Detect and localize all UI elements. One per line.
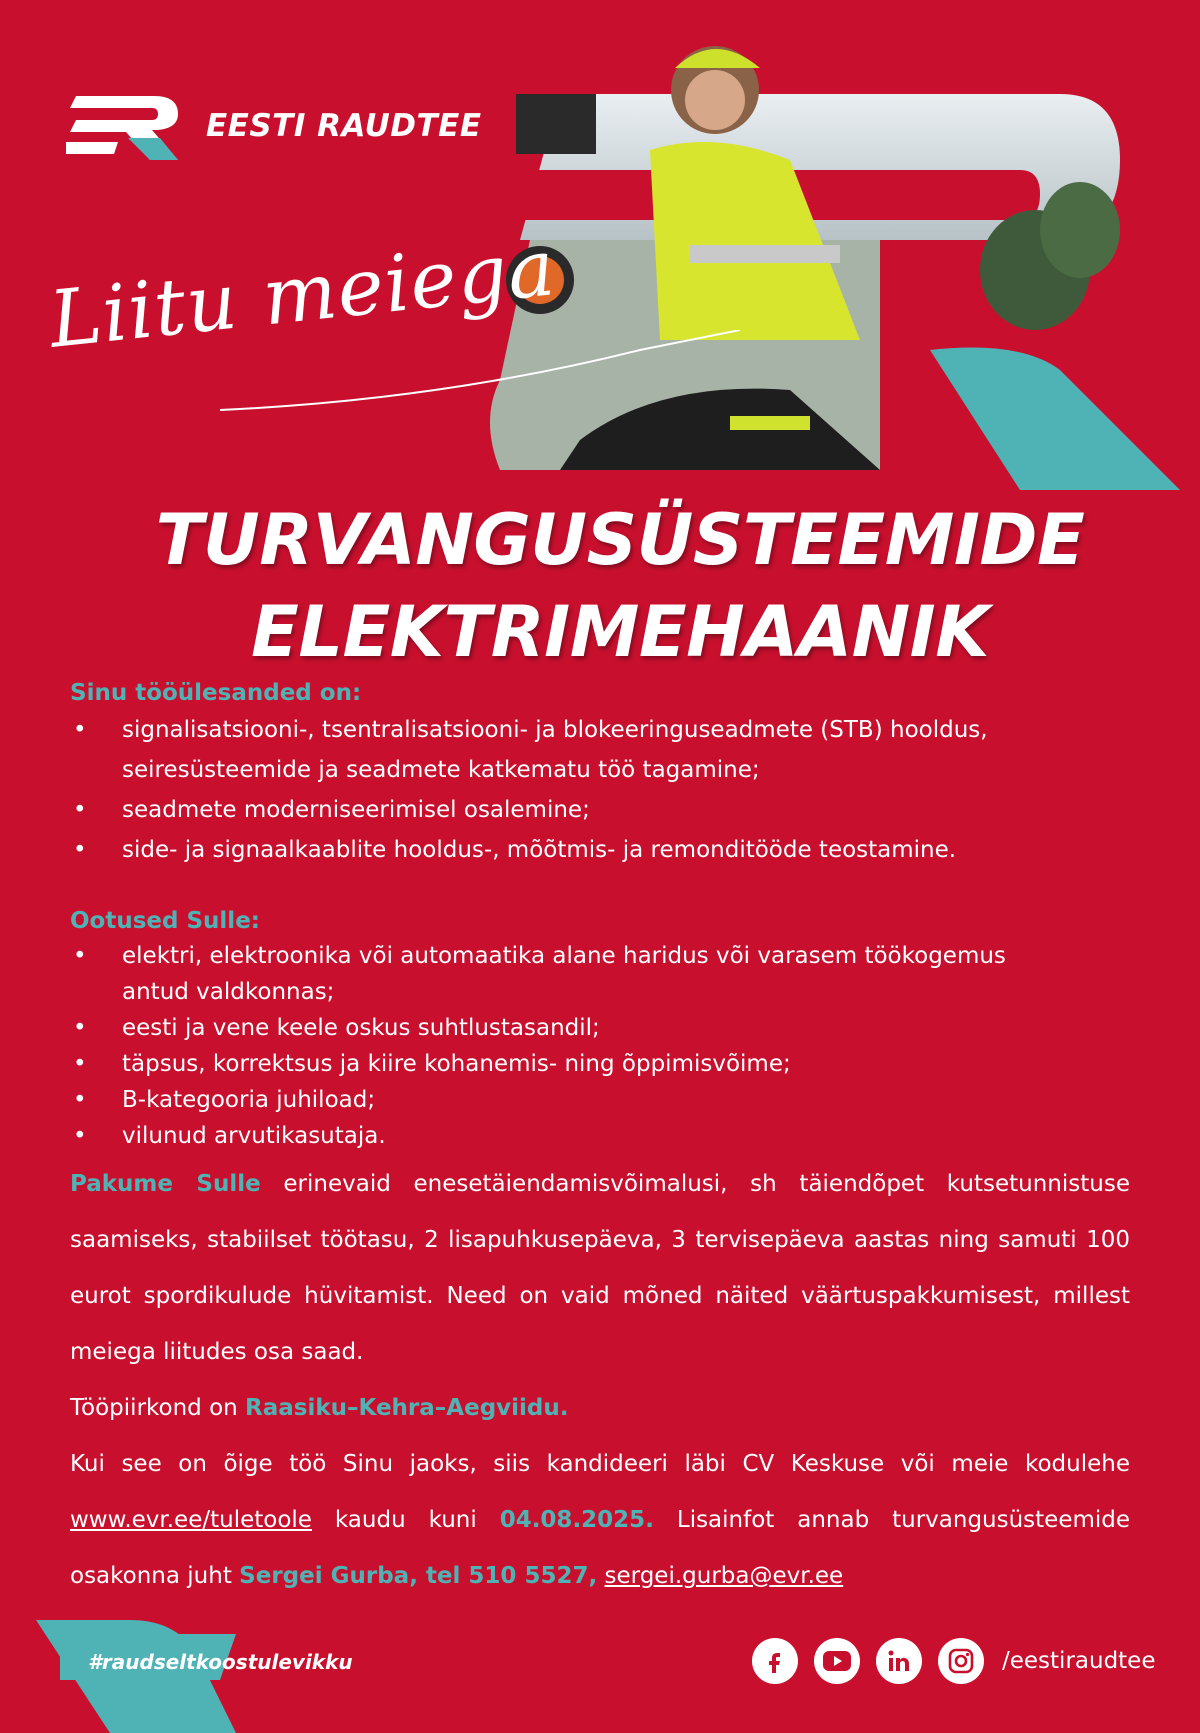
region-value: Raasiku–Kehra–Aegviidu. <box>245 1395 569 1421</box>
bullet-icon: • <box>73 717 87 743</box>
expectations-list <box>70 938 1130 1154</box>
bullet-icon: • <box>73 943 87 969</box>
brand-logo <box>66 94 496 164</box>
job-title-line2: ELEKTRIMEHAANIK <box>251 591 989 673</box>
bullet-icon: • <box>73 1015 87 1041</box>
social-handle: /eestiraudtee <box>1002 1648 1156 1674</box>
careers-link[interactable]: www.evr.ee/tuletoole <box>70 1507 312 1533</box>
list-item: • signalisatsiooni-, tsentralisatsiooni- ja blokeeringuseadmete (STB) hooldus, seiresüsteemide ja seadmete katkematu töö tagamine; <box>70 710 1130 790</box>
list-item: • elektri, elektroonika või automaatika alane haridus või varasem töökogemus antud valdkonnas; <box>70 938 1130 1010</box>
region-paragraph <box>70 1380 1130 1436</box>
list-item: • vilunud arvutikasutaja. <box>70 1118 1130 1154</box>
instagram-icon[interactable] <box>938 1638 984 1684</box>
expectations-heading: Ootused Sulle: <box>70 908 260 934</box>
tasks-list <box>70 710 1130 870</box>
region-prefix: Tööpiirkond on <box>70 1395 238 1421</box>
apply-paragraph: Kui see on õige töö Sinu jaoks, siis kandideeri läbi CV Keskuse või meie kodulehe www.evr.ee/tuletoole kaudu kuni 04.08.2025. Lisainfot annab turvangusüsteemide osakonna juht Sergei Gurba, tel 510 5527, sergei.gurba@evr.ee <box>70 1451 1131 1589</box>
facebook-icon[interactable] <box>752 1638 798 1684</box>
social-links <box>752 1638 1156 1684</box>
list-item: • eesti ja vene keele oskus suhtlustasandil; <box>70 1010 1130 1046</box>
deadline: 04.08.2025. <box>499 1507 654 1533</box>
list-item: • täpsus, korrektsus ja kiire kohanemis- ning õppimisvõime; <box>70 1046 1130 1082</box>
tagline-swoosh-icon <box>220 330 740 450</box>
list-item: • B-kategooria juhiload; <box>70 1082 1130 1118</box>
hashtag: #raudseltkoostulevikku <box>88 1650 353 1674</box>
bullet-icon: • <box>73 1087 87 1113</box>
offer-lead: Pakume Sulle <box>70 1171 261 1197</box>
offer-text: erinevaid enesetäiendamisvõimalusi, sh täiendõpet kutsetunnistuse saamiseks, stabiilset töötasu, 2 lisapuhkusepäeva, 3 tervisepäeva aastas ning samuti 100 eurot spordikulude hüvitamist. Need on vaid mõned näited väärtuspakkumisest, millest meiega liitudes osa saad. <box>70 1171 1130 1365</box>
linkedin-icon[interactable] <box>876 1638 922 1684</box>
offer-paragraph <box>70 1156 1130 1380</box>
tasks-heading: Sinu tööülesanded on: <box>70 680 362 706</box>
brand-r-mark-icon <box>66 94 186 164</box>
job-description <box>70 676 1130 1604</box>
job-title <box>0 494 1200 678</box>
hashtag-band <box>0 1620 260 1733</box>
tagline: Liitu meiega <box>45 223 560 366</box>
youtube-icon[interactable] <box>814 1638 860 1684</box>
list-item: • seadmete moderniseerimisel osalemine; <box>70 790 1130 830</box>
bullet-icon: • <box>73 1123 87 1149</box>
bullet-icon: • <box>73 797 87 823</box>
brand-name: EESTI RAUDTEE <box>206 108 482 144</box>
job-title-line1: TURVANGUSÜSTEEMIDE <box>155 499 1085 581</box>
list-item: • side- ja signaalkaablite hooldus-, mõõtmis- ja remonditööde teostamine. <box>70 830 1130 870</box>
bullet-icon: • <box>73 1051 87 1077</box>
bullet-icon: • <box>73 837 87 863</box>
contact-person: Sergei Gurba, tel 510 5527, <box>239 1563 598 1589</box>
contact-email-link[interactable]: sergei.gurba@evr.ee <box>604 1563 844 1589</box>
